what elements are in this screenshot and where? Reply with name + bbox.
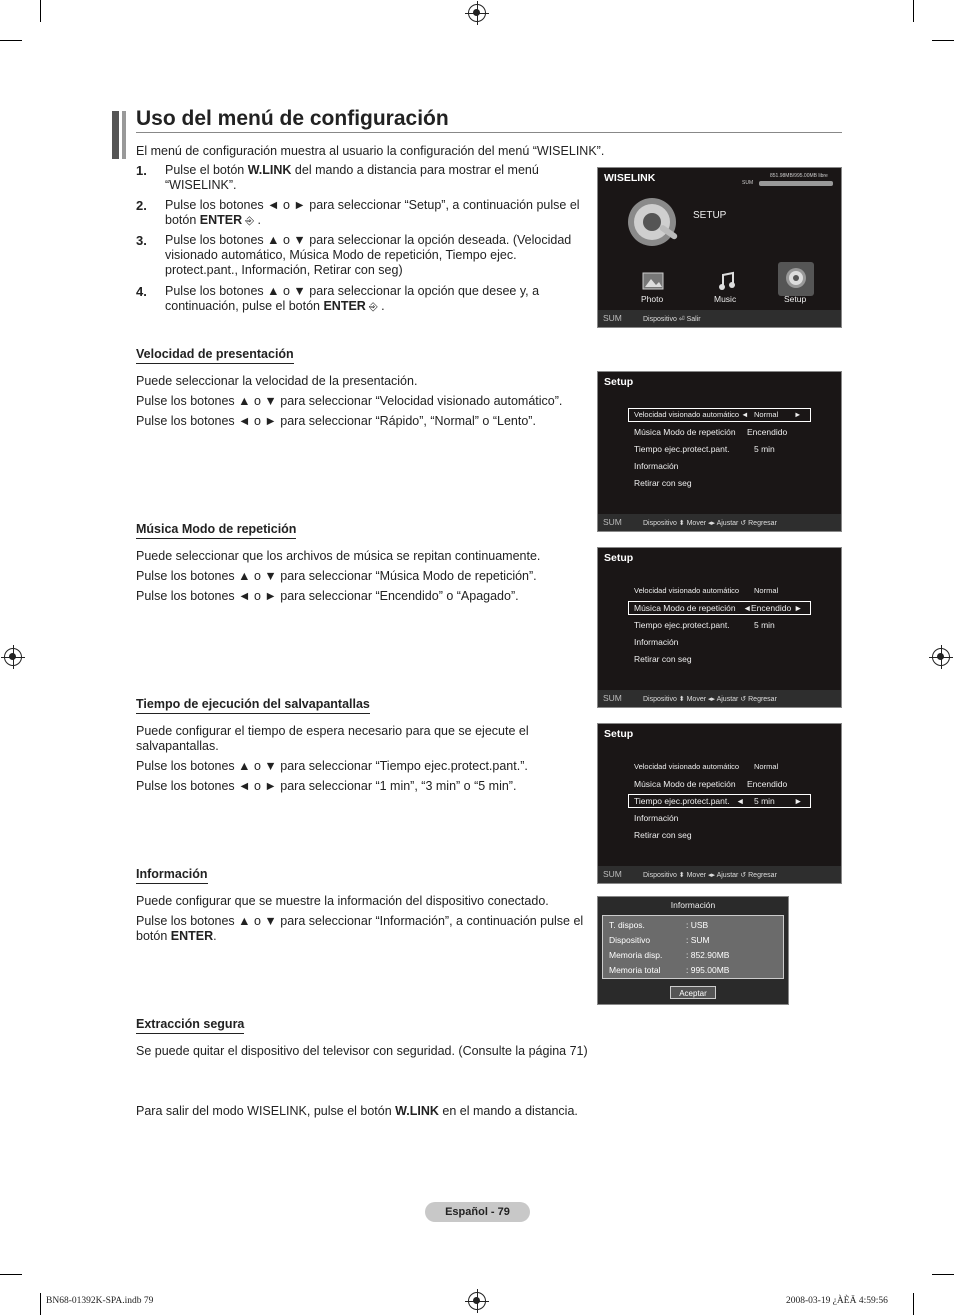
info-row: Memoria disp. : 852.90MB (609, 950, 730, 960)
step-text: Pulse los botones ▲ o ▼ para seleccionar la opción que desee y, a continuación, pulse el botón ENTER ⎆ . (165, 284, 540, 313)
section-text: Pulse los botones ◄ o ► para seleccionar “1 min”, “3 min” o “5 min”. (136, 779, 517, 793)
section-text: Pulse los botones ◄ o ► para seleccionar “Encendido” o “Apagado”. (136, 589, 519, 603)
step-number: 4. (136, 284, 147, 299)
menu-row[interactable]: Música Modo de repetición Encendido (634, 427, 788, 437)
section-heading: Velocidad de presentación (136, 347, 294, 364)
screen-footer (598, 514, 841, 531)
crop-mark (913, 1293, 914, 1315)
screen-header: WISELINK (604, 172, 656, 184)
menu-row[interactable]: Tiempo ejec.protect.pant. 5 min (634, 444, 775, 454)
screen-header: Setup (604, 552, 634, 564)
dialog-title: Información (670, 900, 716, 910)
step-number: 3. (136, 233, 147, 248)
wiselink-screen (597, 167, 842, 328)
footer-sum: SUM (603, 869, 622, 879)
section-text: Pulse los botones ▲ o ▼ para seleccionar “Velocidad visionado automático”. (136, 394, 563, 408)
footer-items: Dispositivo ⬍ Mover ◂▸ Ajustar ↺ Regresar (643, 520, 777, 527)
screen-footer (598, 690, 841, 707)
crop-mark (932, 40, 954, 41)
setup-screen (597, 547, 842, 708)
footer-items: Dispositivo ⬍ Mover ◂▸ Ajustar ↺ Regresar (643, 872, 777, 879)
step-text: Pulse el botón W.LINK del mando a distancia para mostrar el menú “WISELINK”. (165, 163, 539, 192)
menu-row[interactable]: Música Modo de repetición ◄ Encendido ► (634, 603, 803, 613)
enter-icon: ⎆ (242, 215, 254, 227)
gear-icon (624, 194, 684, 250)
footer-sum: SUM (603, 693, 622, 703)
screen-footer (598, 310, 841, 327)
storage-sum-label: SUM (742, 180, 754, 186)
footer-items: Dispositivo ⏎ Salir (643, 316, 701, 323)
menu-row[interactable]: Información (634, 461, 679, 471)
page-number-badge: Español - 79 (425, 1202, 530, 1222)
footer-timestamp: 2008-03-19 ¿ÀÈÄ 4:59:56 (786, 1296, 888, 1306)
registration-mark-icon (468, 1292, 486, 1310)
crop-mark (0, 1274, 22, 1275)
info-row: T. dispos. : USB (609, 920, 709, 930)
section-text: Pulse los botones ▲ o ▼ para seleccionar “Información”, a continuación pulse el botón ENTER. (136, 914, 584, 943)
registration-mark-icon (4, 648, 22, 666)
crop-mark (932, 1274, 954, 1275)
section-heading: Tiempo de ejecución del salvapantallas (136, 697, 370, 714)
intro-text: El menú de configuración muestra al usuario la configuración del menú “WISELINK”. (136, 144, 605, 158)
section-text: Puede configurar que se muestre la información del dispositivo conectado. (136, 894, 549, 908)
accept-button[interactable]: Aceptar (670, 986, 716, 999)
menu-row[interactable]: Tiempo ejec.protect.pant. ◄ 5 min ► (634, 796, 803, 806)
storage-text: 851.98MB/995.00MB libre (770, 173, 828, 179)
step-number: 2. (136, 198, 147, 213)
menu-row[interactable]: Música Modo de repetición Encendido (634, 779, 788, 789)
music-icon (717, 271, 737, 291)
screen-header: Setup (604, 728, 634, 740)
storage-bar (759, 181, 833, 186)
section-text: Puede seleccionar la velocidad de la presentación. (136, 374, 418, 388)
photo-icon (642, 271, 664, 291)
section-text: Pulse los botones ▲ o ▼ para seleccionar “Tiempo ejec.protect.pant.”. (136, 759, 528, 773)
setup-label[interactable]: Setup (784, 294, 807, 304)
info-row: Dispositivo : SUM (609, 935, 710, 945)
footer-items: Dispositivo ⬍ Mover ◂▸ Ajustar ↺ Regresar (643, 696, 777, 703)
section-text: Puede configurar el tiempo de espera necesario para que se ejecute el salvapantallas. (136, 724, 529, 753)
exit-text: Para salir del modo WISELINK, pulse el botón W.LINK en el mando a distancia. (136, 1104, 578, 1118)
setup-title: SETUP (693, 210, 727, 221)
section-text: Puede seleccionar que los archivos de música se repitan continuamente. (136, 549, 541, 563)
section-heading: Información (136, 867, 208, 884)
setup-screen (597, 723, 842, 884)
menu-row[interactable]: Velocidad visionado automático Normal (634, 586, 779, 595)
crop-mark (40, 1293, 41, 1315)
footer-file: BN68-01392K-SPA.indb 79 (46, 1296, 154, 1306)
menu-row[interactable]: Velocidad visionado automático ◄ Normal ► (634, 410, 802, 419)
enter-icon: ⎆ (365, 301, 378, 313)
menu-row[interactable]: Retirar con seg (634, 478, 692, 488)
music-label[interactable]: Music (714, 294, 737, 304)
step-number: 1. (136, 163, 147, 178)
info-panel (602, 915, 784, 979)
title-bar-decoration (112, 111, 119, 159)
menu-row[interactable]: Tiempo ejec.protect.pant. 5 min (634, 620, 775, 630)
section-heading: Extracción segura (136, 1017, 244, 1034)
menu-row[interactable]: Información (634, 637, 679, 647)
menu-row[interactable]: Información (634, 813, 679, 823)
section-text: Pulse los botones ◄ o ► para seleccionar “Rápido”, “Normal” o “Lento”. (136, 414, 536, 428)
screen-header: Setup (604, 376, 634, 388)
section-heading: Música Modo de repetición (136, 522, 296, 539)
section-text: Pulse los botones ▲ o ▼ para seleccionar “Música Modo de repetición”. (136, 569, 537, 583)
crop-mark (0, 40, 22, 41)
registration-mark-icon (468, 4, 486, 22)
footer-sum: SUM (603, 517, 622, 527)
menu-row[interactable]: Retirar con seg (634, 654, 692, 664)
title-bar-decoration (122, 111, 126, 159)
menu-row[interactable]: Retirar con seg (634, 830, 692, 840)
setup-gear-icon (784, 266, 808, 290)
setup-screen (597, 371, 842, 532)
step-text: Pulse los botones ▲ o ▼ para seleccionar la opción deseada. (Velocidad visionado automático, Música Modo de repetición, Tiempo ejec. protect.pant., Información, Retirar con seg) (165, 233, 572, 277)
page-title: Uso del menú de configuración (136, 107, 449, 130)
crop-mark (40, 0, 41, 22)
screen-footer (598, 866, 841, 883)
section-text: Se puede quitar el dispositivo del televisor con seguridad. (Consulte la página 71) (136, 1044, 588, 1058)
registration-mark-icon (932, 648, 950, 666)
photo-label[interactable]: Photo (641, 294, 664, 304)
info-dialog (597, 896, 789, 1005)
info-row: Memoria total : 995.00MB (609, 965, 730, 975)
footer-sum: SUM (603, 313, 622, 323)
step-text: Pulse los botones ◄ o ► para seleccionar “Setup”, a continuación pulse el botón ENTER ⎆ . (165, 198, 580, 227)
menu-row[interactable]: Velocidad visionado automático Normal (634, 762, 779, 771)
crop-mark (913, 0, 914, 22)
title-rule (136, 132, 842, 133)
